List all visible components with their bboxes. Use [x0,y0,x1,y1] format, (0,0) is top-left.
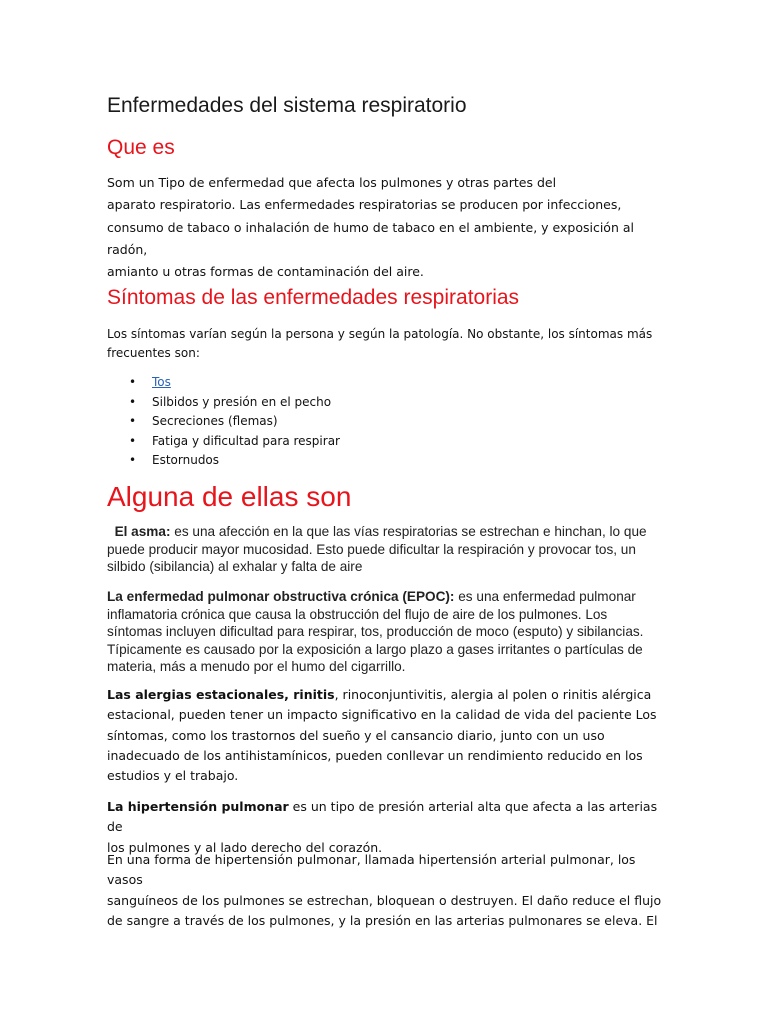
bullet-icon: • [129,394,137,409]
term-epoc: La enfermedad pulmonar obstructiva crónica (EPOC): [107,589,455,604]
link-tos[interactable]: Tos [152,375,171,389]
paragraph-hipertension-arterial [107,850,667,931]
paragraph-line: silbido (sibilancia) al exhalar y falta de aire [107,559,363,575]
paragraph-hipertension [107,797,667,858]
heading-alguna-de-ellas: Alguna de ellas son [107,481,352,512]
paragraph-line: sanguíneos de los pulmones se estrechan, bloquean o destruyen. El daño reduce el flujo [107,892,662,908]
paragraph-asma [107,523,667,576]
paragraph-line: síntomas incluyen dificultad para respirar, tos, producción de moco (esputo) y sibilancias. [107,624,644,640]
paragraph-line: de sangre a través de los pulmones, y la presión en las arterias pulmonares se eleva. El [107,912,658,928]
document-title: Enfermedades del sistema respiratorio [107,94,467,117]
bullet-icon: • [129,414,137,428]
paragraph-line: frecuentes son: [107,346,200,360]
list-item-label: Silbidos y presión en el pecho [152,394,332,409]
paragraph-line: , rinoconjuntivitis, alergia al polen o rinitis alérgica [334,687,652,702]
paragraph-line: consumo de tabaco o inhalación de humo de tabaco en el ambiente, y exposición al radón, [107,219,634,257]
term-asma: El asma: [114,524,171,539]
list-item-label: Estornudos [152,453,220,467]
paragraph-epoc [107,588,667,676]
paragraph-line: es una enfermedad pulmonar [458,589,636,604]
paragraph-line: materia, más a menudo por el humo del cigarrillo. [107,659,406,675]
term-hipertension: La hipertensión pulmonar [107,799,289,814]
heading-que-es: Que es [107,136,175,159]
paragraph-line: síntomas, como los trastornos del sueño y el cansancio diario, junto con un uso [107,727,605,743]
term-alergias: Las alergias estacionales, rinitis [107,687,335,702]
list-item [107,373,340,393]
paragraph-sintomas [107,325,667,363]
bullet-icon: • [129,453,137,467]
paragraph-line: los pulmones y al lado derecho del corazón. [107,839,383,855]
paragraph-line: puede producir mayor mucosidad. Esto puede dificultar la respiración y provocar tos, un [107,541,636,557]
paragraph-line: aparato respiratorio. Las enfermedades respiratorias se producen por infecciones, [107,197,622,213]
paragraph-line: Som un Tipo de enfermedad que afecta los pulmones y otras partes del [107,175,557,190]
symptoms-list [107,373,340,471]
paragraph-que-es [107,172,667,283]
list-item [107,451,340,471]
list-item-label: Fatiga y dificultad para respirar [152,433,340,448]
paragraph-line: es una afección en la que las vías respiratorias se estrechan e hinchan, lo que [174,524,647,539]
paragraph-line: inadecuado de los antihistamínicos, pueden conllevar un rendimiento reducido en los [107,747,643,763]
list-item [107,393,340,413]
list-item-label: Secreciones (flemas) [152,414,278,428]
paragraph-line: En una forma de hipertensión pulmonar, llamada hipertensión arterial pulmonar, los vasos [107,852,636,888]
paragraph-line: estacional, pueden tener un impacto significativo en la calidad de vida del paciente Los [107,707,657,723]
paragraph-alergias [107,685,667,786]
heading-sintomas: Síntomas de las enfermedades respiratorias [107,286,520,309]
paragraph-line: es un tipo de presión arterial alta que afecta a las arterias de [107,799,658,835]
paragraph-line: Los síntomas varían según la persona y según la patología. No obstante, los síntomas más [107,327,653,341]
paragraph-line: estudios y el trabajo. [107,768,239,784]
paragraph-line: amianto u otras formas de contaminación del aire. [107,264,424,280]
paragraph-line: Típicamente es causado por la exposición a largo plazo a gases irritantes o partículas de [107,641,643,657]
list-item [107,432,340,452]
bullet-icon: • [129,433,137,448]
bullet-icon: • [129,375,137,389]
paragraph-line: inflamatoria crónica que causa la obstrucción del flujo de aire de los pulmones. Los [107,606,608,622]
list-item [107,412,340,432]
